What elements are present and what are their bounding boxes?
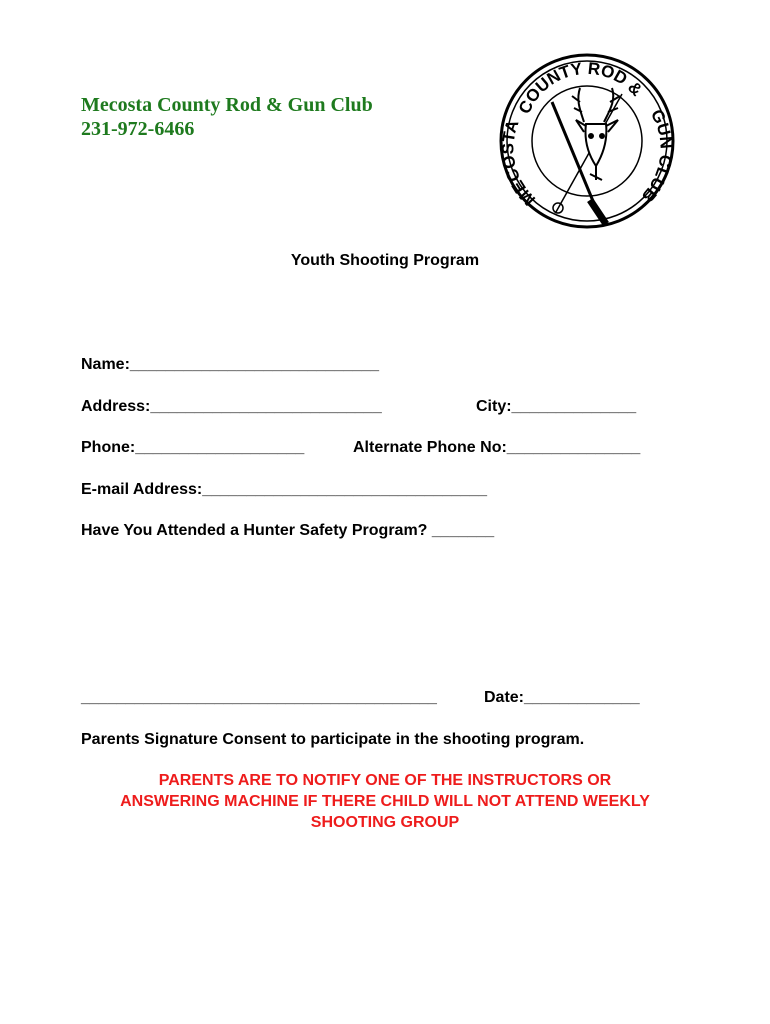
date-field[interactable]: Date:_____________ <box>484 689 640 706</box>
address-field[interactable]: Address:__________________________ <box>81 398 382 415</box>
name-field[interactable]: Name:____________________________ <box>81 356 380 373</box>
notice-line-2: ANSWERING MACHINE IF THERE CHILD WILL NOT ATTEND WEEKLY <box>120 793 650 810</box>
city-field[interactable]: City:______________ <box>476 398 637 415</box>
club-phone: 231-972-6466 <box>81 118 195 140</box>
logo-text-left: MECOSTA <box>498 117 540 210</box>
club-header <box>81 93 373 141</box>
form-title: Youth Shooting Program <box>290 252 480 269</box>
logo-text-top: COUNTY ROD & <box>514 58 647 117</box>
alternate-phone-field[interactable]: Alternate Phone No:_______________ <box>353 439 641 456</box>
notice-line-1: PARENTS ARE TO NOTIFY ONE OF THE INSTRUCTORS OR <box>158 772 612 789</box>
club-seal-logo <box>496 50 678 232</box>
logo-text-right: GUN CLUB <box>637 106 676 206</box>
email-field[interactable]: E-mail Address:________________________________ <box>81 481 487 498</box>
attendance-notice <box>60 770 710 833</box>
hunter-safety-field[interactable]: Have You Attended a Hunter Safety Program? _______ <box>81 522 495 539</box>
parent-signature-line[interactable]: ________________________________________ <box>81 689 437 706</box>
phone-field[interactable]: Phone:___________________ <box>81 439 305 456</box>
club-name: Mecosta County Rod & Gun Club <box>81 94 373 116</box>
consent-text: Parents Signature Consent to participate in the shooting program. <box>81 731 585 748</box>
notice-line-3: SHOOTING GROUP <box>310 814 460 831</box>
